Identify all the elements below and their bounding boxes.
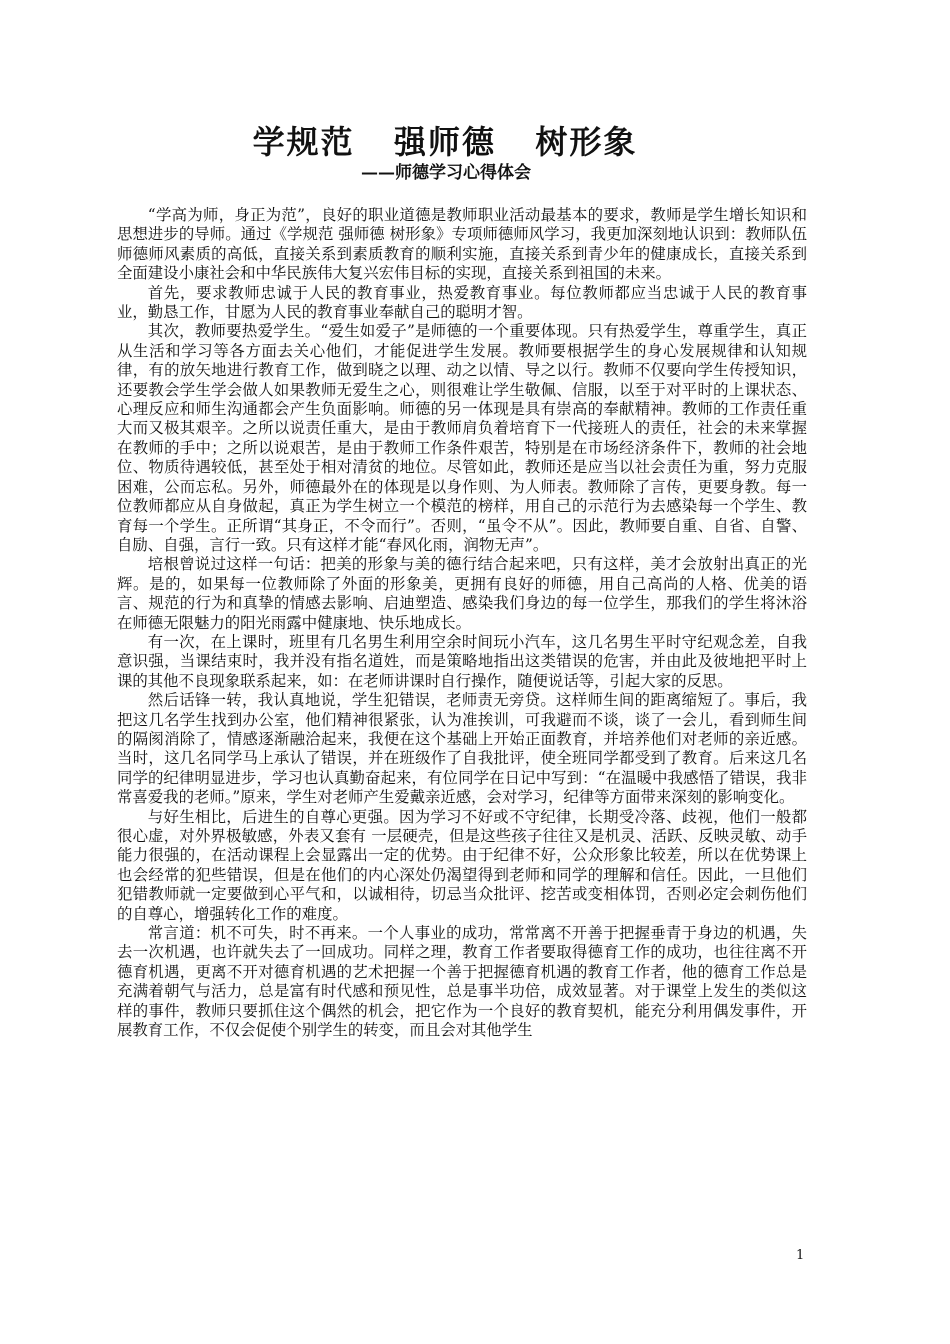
- document-body: [117, 206, 807, 1040]
- page-number: 1: [796, 1248, 805, 1263]
- body-paragraph-1: “学高为师，身正为范”，良好的职业道德是教师职业活动最基本的要求，教师是学生增长知识和思想进步的导师。通过《学规范 强师德 树形象》专项师德师风学习，我更加深刻地认识到：教师队伍师德师风素质的高低，直接关系到素质教育的顺利实施，直接关系到青少年的健康成长，直接关系到全面建设小康社会和中华民族伟大复兴宏伟目标的实现，直接关系到祖国的未来。: [117, 206, 807, 283]
- body-paragraph-4: 培根曾说过这样一句话：把美的形象与美的德行结合起来吧，只有这样，美才会放射出真正的光辉。是的，如果每一位教师除了外面的形象美，更拥有良好的师德，用自己高尚的人格、优美的语言、规范的行为和真挚的情感去影响、启迪塑造、感染我们身边的每一位学生，那我们的学生将沐浴在师德无限魅力的阳光雨露中健康地、快乐地成长。: [117, 555, 807, 632]
- body-paragraph-7: 与好生相比，后进生的自尊心更强。因为学习不好或不守纪律，长期受冷落、歧视，他们一般都很心虚，对外界极敏感，外表又套有 一层硬壳，但是这些孩子往往又是机灵、活跃、反映灵敏、动手能力很强的，在活动课程上会显露出一定的优势。由于纪律不好，公众形象比较差，所以在优势课上也会经常的犯些错误，但是在他们的内心深处仍渴望得到老师和同学的理解和信任。因此，一旦他们犯错教师就一定要做到心平气和，以诚相待，切忌当众批评、挖苦或变相体罚，否则必定会刺伤他们的自尊心，增强转化工作的难度。: [117, 807, 807, 923]
- document-title: 学规范 强师德 树形象: [252, 123, 638, 161]
- body-paragraph-2: 首先，要求教师忠诚于人民的教育事业，热爱教育事业。每位教师都应当忠诚于人民的教育事业，勤恳工作，甘愿为人民的教育事业奉献自己的聪明才智。: [117, 283, 807, 322]
- body-paragraph-8: 常言道：机不可失，时不再来。一个人事业的成功，常常离不开善于把握垂青于身边的机遇，失去一次机遇，也许就失去了一回成功。同样之理，教育工作者要取得德育工作的成功，也往往离不开德育机遇，更离不开对德育机遇的艺术把握一个善于把握德育机遇的教育工作者，他的德育工作总是充满着朝气与活力，总是富有时代感和预见性，总是事半功倍，成效显著。对于课堂上发生的类似这样的事件，教师只要抓住这个偶然的机会，把它作为一个良好的教育契机，能充分利用偶发事件，开展教育工作，不仅会促使个别学生的转变，而且会对其他学生: [117, 924, 807, 1040]
- body-paragraph-5: 有一次，在上课时，班里有几名男生利用空余时间玩小汽车，这几名男生平时守纪观念差，自我意识强，当课结束时，我并没有指名道姓，而是策略地指出这类错误的危害，并由此及彼地把平时上课的其他不良现象联系起来，如：在老师讲课时自行操作，随便说话等，引起大家的反思。: [117, 632, 807, 690]
- document-subtitle: ——师德学习心得体会: [361, 163, 531, 183]
- body-paragraph-6: 然后话锋一转，我认真地说，学生犯错误，老师责无旁贷。这样师生间的距离缩短了。事后，我把这几名学生找到办公室，他们精神很紧张，认为准挨训，可我避而不谈，谈了一会儿，看到师生间的隔阂消除了，情感逐渐融洽起来，我便在这个基础上开始正面教育，并培养他们对老师的亲近感。当时，这几名同学马上承认了错误，并在班级作了自我批评，使全班同学都受到了教育。后来这几名同学的纪律明显进步，学习也认真勤奋起来，有位同学在日记中写到：“在温暖中我感悟了错误，我非常喜爱我的老师。”原来，学生对老师产生爱戴亲近感，会对学习，纪律等方面带来深刻的影响变化。: [117, 691, 807, 807]
- body-paragraph-3: 其次，教师要热爱学生。“爱生如爱子”是师德的一个重要体现。只有热爱学生，尊重学生，真正从生活和学习等各方面去关心他们，才能促进学生发展。教师要根据学生的身心发展规律和认知规律，有的放矢地进行教育工作，做到晓之以理、动之以情、导之以行。教师不仅要向学生传授知识，还要教会学生学会做人如果教师无爱生之心，则很难让学生敬佩、信服，以至于对平时的上课状态、心理反应和师生沟通都会产生负面影响。师德的另一体现是具有崇高的奉献精神。教师的工作责任重大而又极其艰辛。之所以说责任重大，是由于教师肩负着培育下一代接班人的责任，社会的未来掌握在教师的手中；之所以说艰苦，是由于教师工作条件艰苦，特别是在市场经济条件下，教师的社会地位、物质待遇较低，甚至处于相对清贫的地位。尽管如此，教师还是应当以社会责任为重，努力克服困难，公而忘私。另外，师德最外在的体现是以身作则、为人师表。教师除了言传，更要身教。每一位教师都应从自身做起，真正为学生树立一个模范的榜样，用自己的示范行为去感染每一个学生、教育每一个学生。正所谓“其身正，不令而行”。否则，“虽令不从”。因此，教师要自重、自省、自警、自励、自强，言行一致。只有这样才能“春风化雨，润物无声”。: [117, 322, 807, 554]
